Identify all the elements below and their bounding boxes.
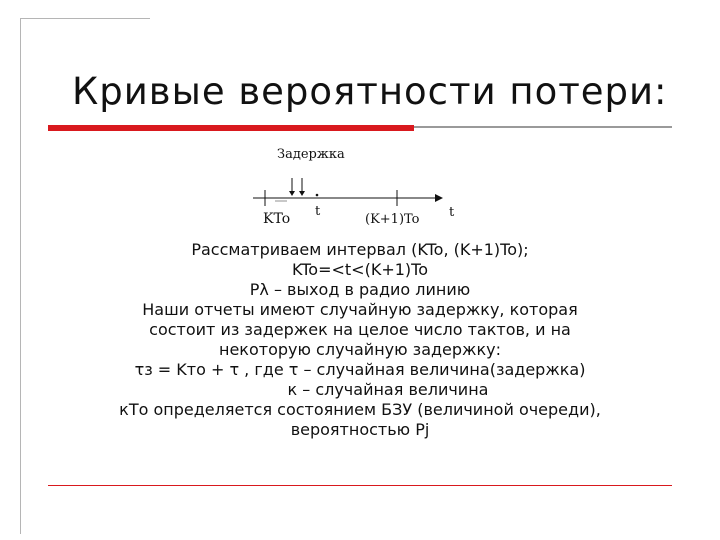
diagram-caption: Задержка [277,147,345,162]
body-line: Pλ – выход в радио линию [249,280,471,299]
delay-timeline-diagram [235,138,462,230]
body-line: некоторую случайную задержку: [219,340,501,359]
body-line: состоит из задержек на целое число тактов, и на [149,320,571,339]
body-line: Рассматриваем интервал (KTo, (K+1)To); [191,240,529,259]
body-line: KTo=<t<(K+1)To [292,260,428,279]
title-rule [414,126,672,128]
slide-frame-left [20,18,21,534]
body-line: Наши отчеты имеют случайную задержку, которая [142,300,578,319]
slide-frame-top [20,18,150,19]
timeline-arrowhead [435,194,443,202]
body-line: к – случайная величина [231,380,489,399]
event-dot [316,194,319,197]
label-t1: t [315,204,321,219]
delay-arrowhead-2 [299,191,305,196]
delay-arrowhead-1 [289,191,295,196]
slide-body [40,240,680,440]
label-k1to: (K+1)To [365,212,420,227]
footer-rule [48,485,672,486]
body-line: вероятностью Pj [290,420,430,439]
label-t2: t [449,205,455,220]
title-accent-bar [48,125,414,131]
slide-title: Кривые вероятности потери: [72,70,668,113]
label-kto: KTo [263,211,291,227]
body-line: τз = Kто + τ , где τ – случайная величина(задержка) [134,360,586,379]
body-line: кТо определяется состоянием БЗУ (величиной очереди), [119,400,601,419]
